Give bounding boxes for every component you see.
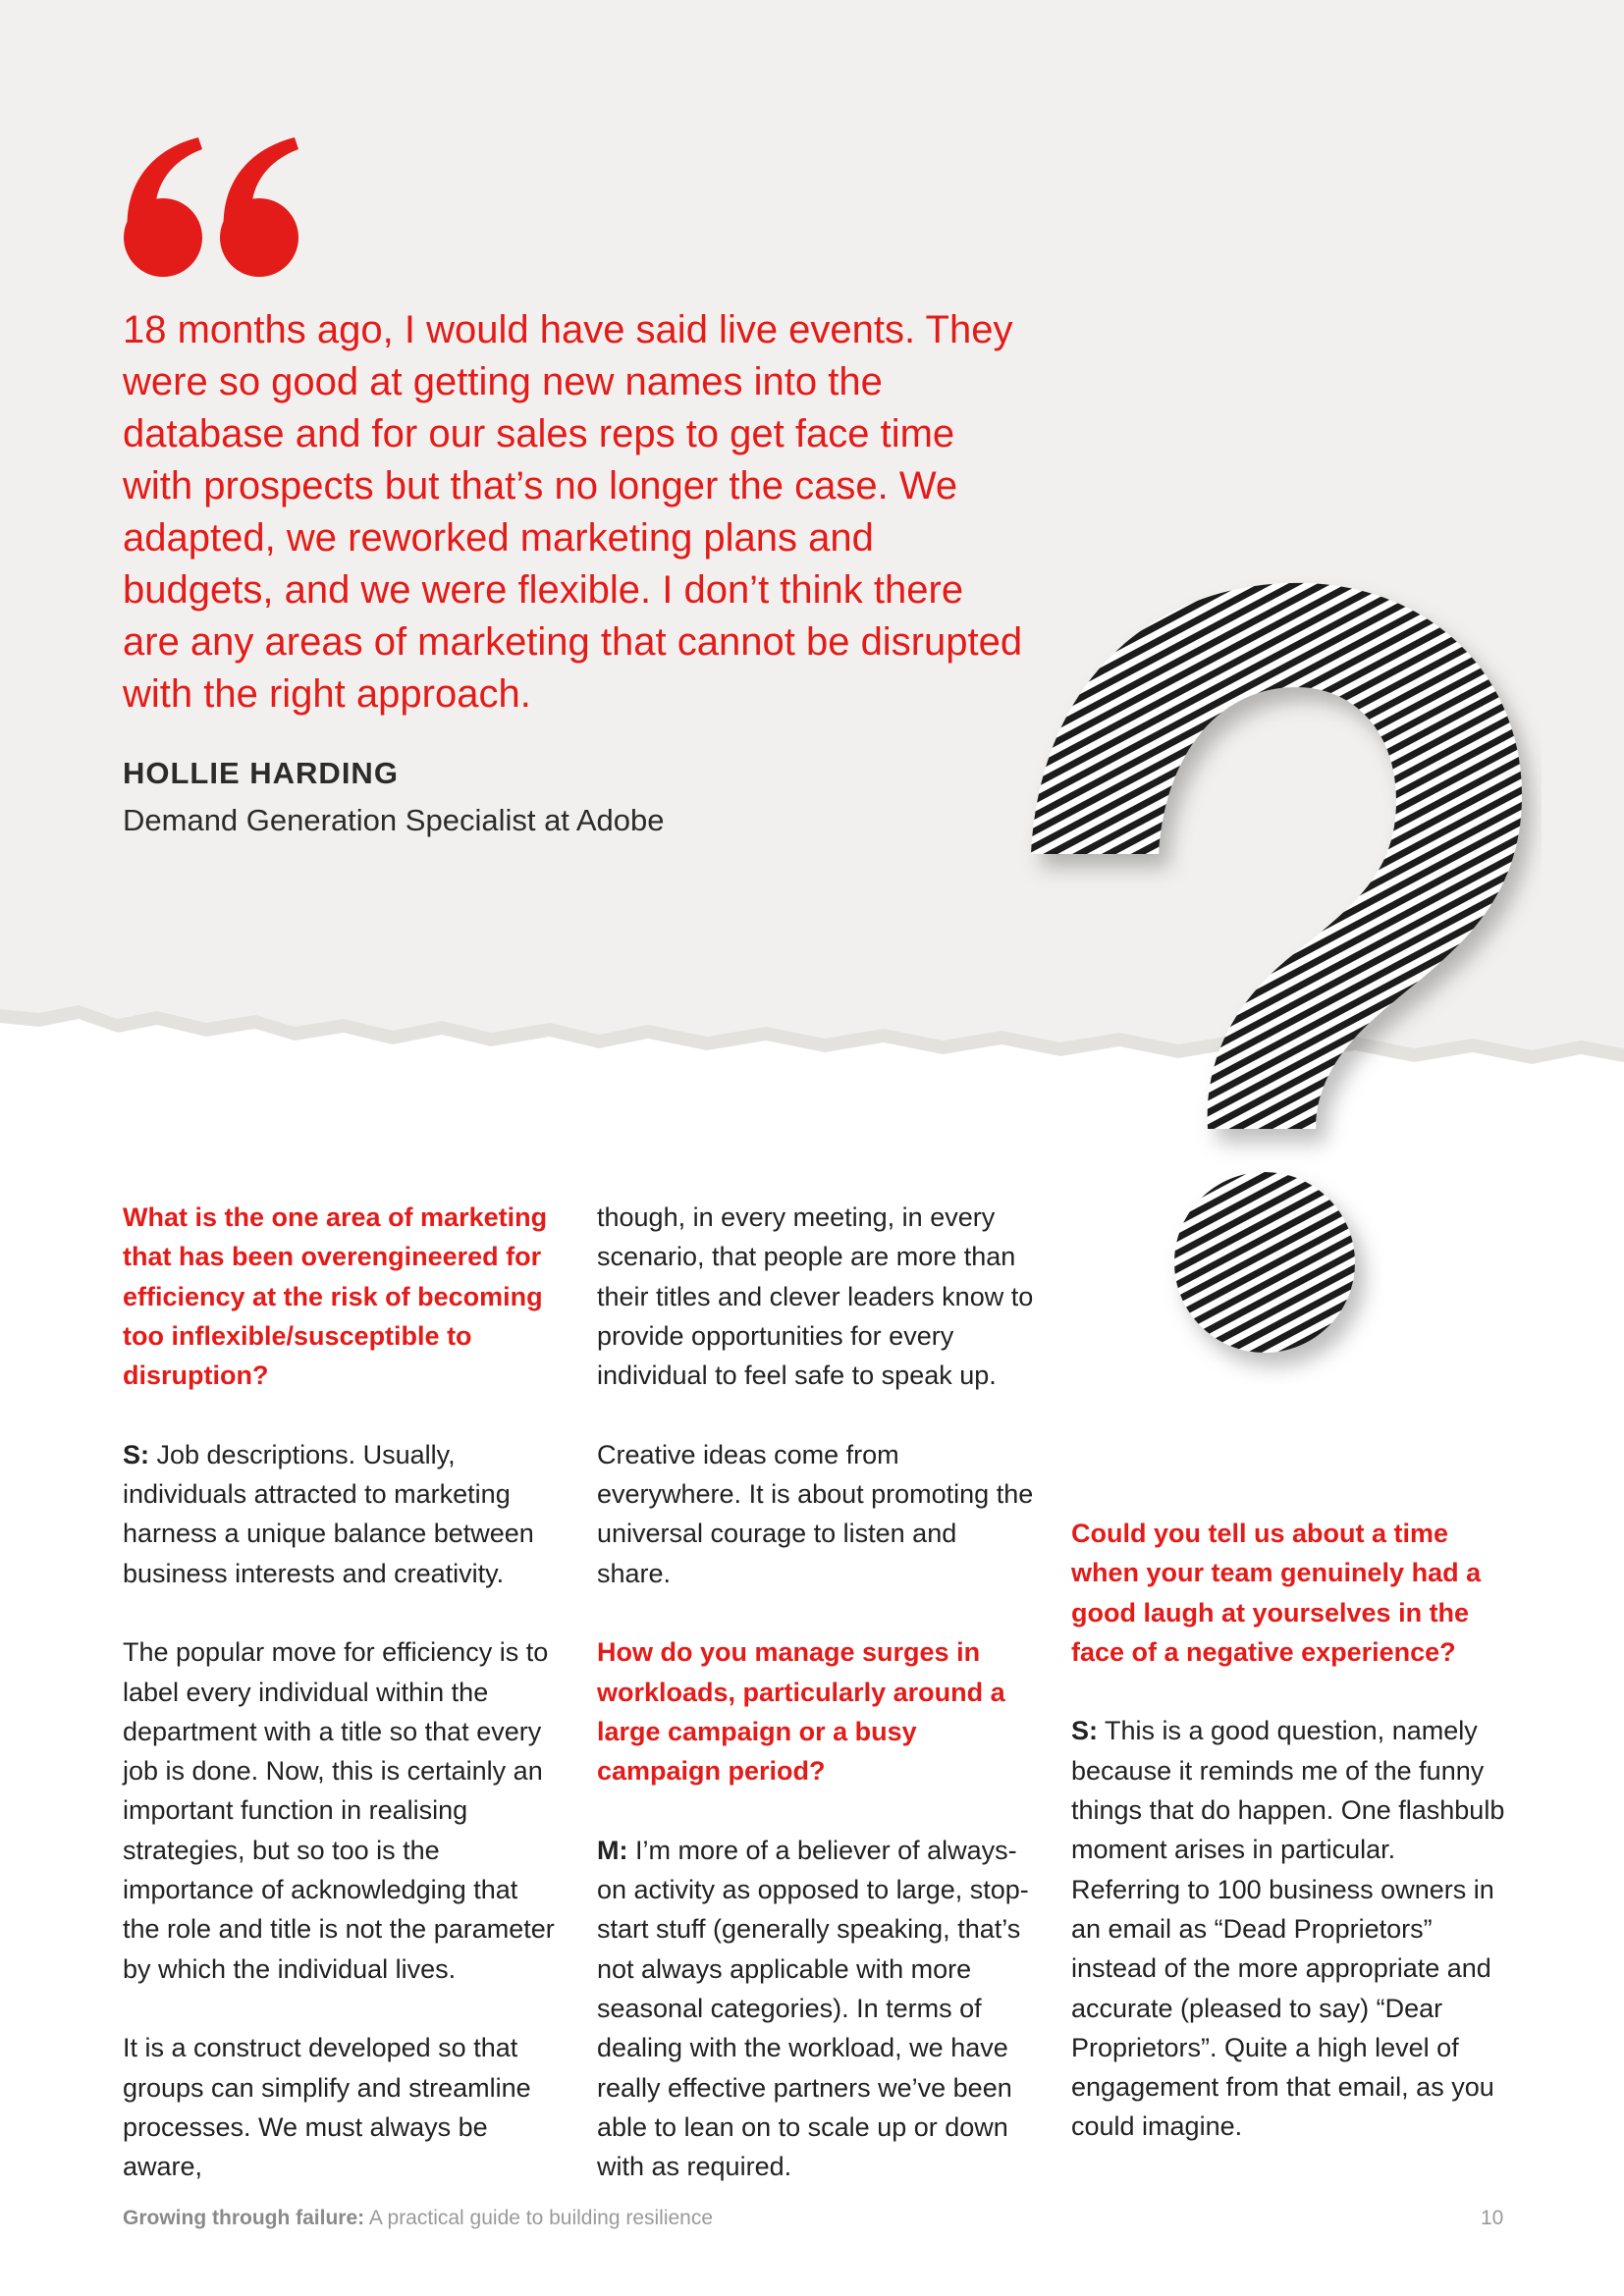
quote-open-icon xyxy=(122,135,303,283)
speaker-label: S: xyxy=(1071,1716,1098,1746)
interview-question-2: How do you manage surges in workloads, particularly around a large campaign or a busy campaign period? xyxy=(597,1637,1005,1787)
interview-question-3: Could you tell us about a time when your team genuinely had a good laugh at yourselves in the face of a negative experience? xyxy=(1071,1519,1482,1667)
column-2 xyxy=(597,1198,1034,2186)
answer-paragraph xyxy=(597,1831,1034,2187)
footer-title-bold: Growing through failure: xyxy=(123,2207,365,2229)
page-number: 10 xyxy=(1481,2207,1504,2229)
body-paragraph: though, in every meeting, in every scenario, that people are more than their titles and clever leaders know to provide opportunities for every individual to feel safe to speak up. xyxy=(597,1202,1034,1391)
footer-title-rest: A practical guide to building resilience xyxy=(364,2207,714,2229)
quote-author-role: Demand Generation Specialist at Adobe xyxy=(123,803,665,837)
column-1 xyxy=(123,1198,560,2186)
quote-author-name: HOLLIE HARDING xyxy=(123,756,399,790)
answer-text: I’m more of a believer of always-on activity as opposed to large, stop-start stuff (generally speaking, that’s not always applicable with more seasonal categories). In terms of dealing with the workload, we have really effective partners we’ve been able to lean on to scale up or down with as required. xyxy=(597,1835,1029,2182)
speaker-label: S: xyxy=(123,1439,149,1469)
answer-paragraph xyxy=(1071,1711,1508,2146)
body-paragraph: The popular move for efficiency is to label every individual within the department with a title so that every job is done. Now, this is certainly an important function in realising strategies, but so too is the importance of acknowledging that the role and title is not the parameter by which the individual lives. xyxy=(123,1637,555,1984)
question-mark-illustration xyxy=(1011,560,1542,1384)
interview-question-1: What is the one area of marketing that has been overengineered for efficiency at the risk of becoming too inflexible/susceptible to disruption? xyxy=(123,1202,548,1391)
answer-text: Job descriptions. Usually, individuals attracted to marketing harness a unique balance between business interests and creativity. xyxy=(123,1439,534,1588)
pull-quote-text: 18 months ago, I would have said live events. They were so good at getting new names into the database and for our sales reps to get face time with prospects but that’s no longer the case. We adapted, we reworked marketing plans and budgets, and we were flexible. I don’t think there are any areas of marketing that cannot be disrupted with the right approach. xyxy=(123,308,1023,716)
column-3 xyxy=(1071,1514,1508,2147)
footer-title xyxy=(123,2207,713,2230)
speaker-label: M: xyxy=(597,1835,628,1865)
answer-paragraph xyxy=(123,1435,560,1593)
body-paragraph: Creative ideas come from everywhere. It is about promoting the universal courage to listen and share. xyxy=(597,1439,1034,1588)
answer-text: This is a good question, namely because it reminds me of the funny things that do happen. One flashbulb moment arises in particular. Referring to 100 business owners in an email as “Dead Proprietors” instead of the more appropriate and accurate (pleased to say) “Dear Proprietors”. Quite a high level of engagement from that email, as you could imagine. xyxy=(1071,1716,1505,2142)
body-paragraph: It is a construct developed so that groups can simplify and streamline processes. We must always be aware, xyxy=(123,2033,531,2182)
